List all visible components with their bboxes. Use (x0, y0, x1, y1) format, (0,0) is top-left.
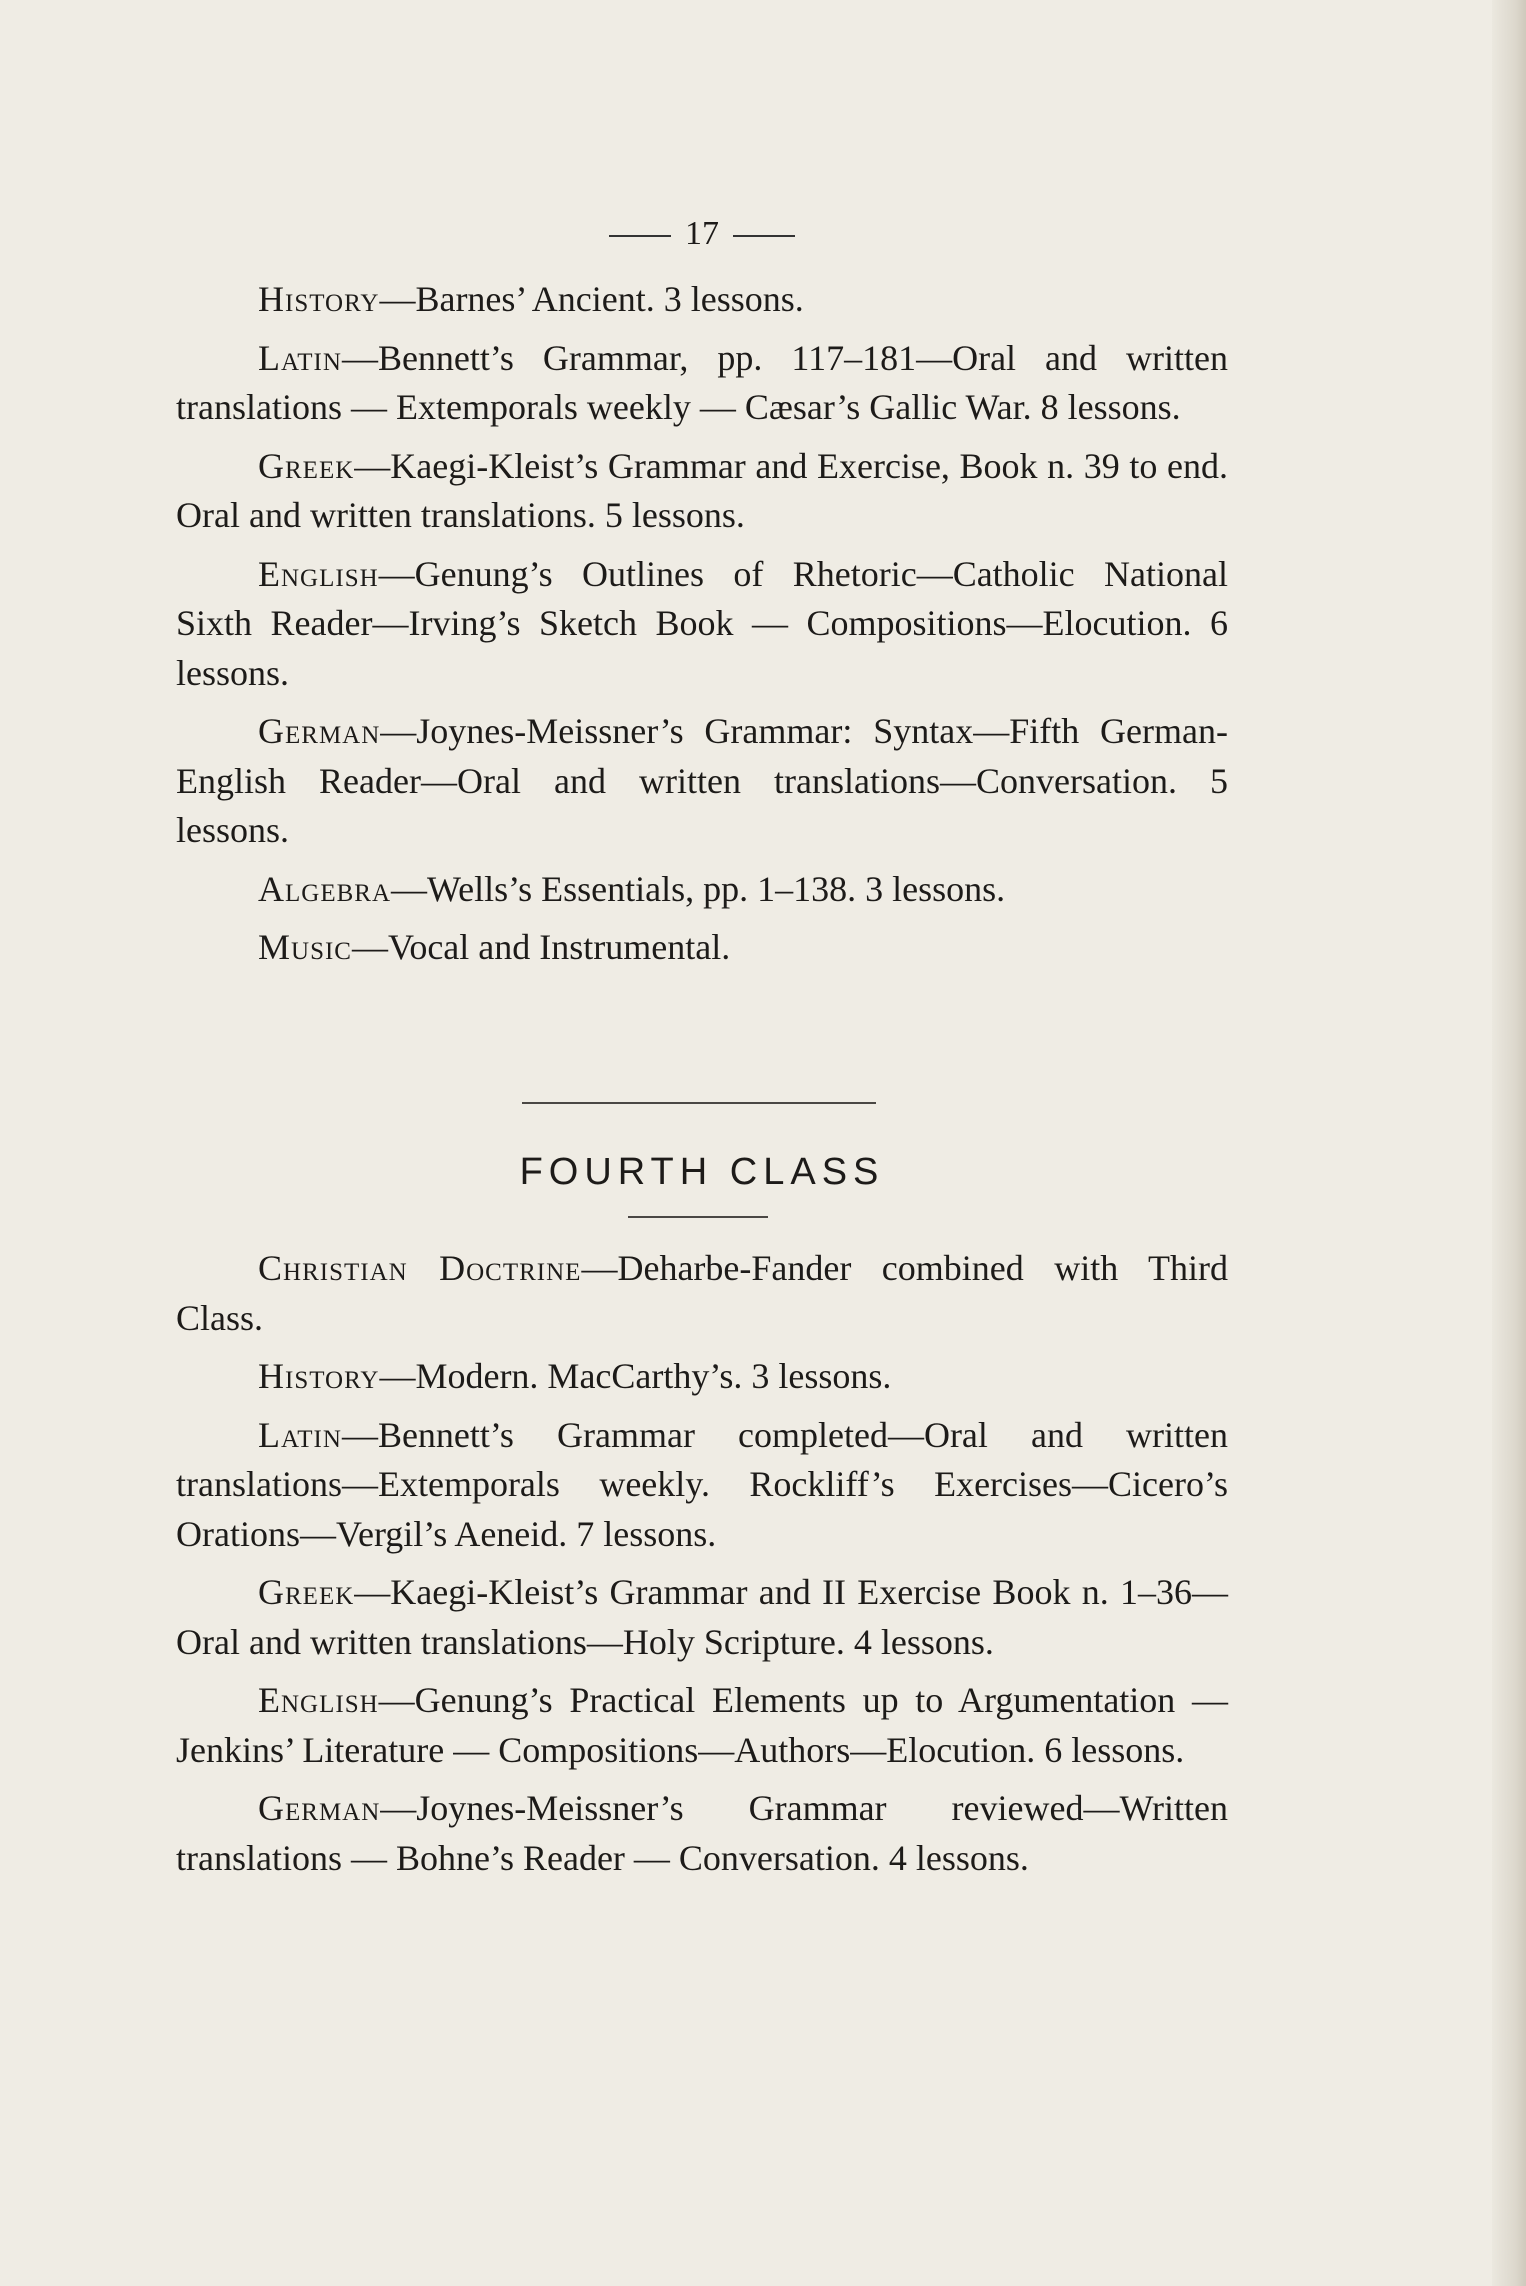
entry-heading: German (258, 711, 381, 751)
page-number-value: 17 (685, 215, 719, 252)
entry-heading: German (258, 1788, 381, 1828)
entry-heading: Music (258, 927, 352, 967)
entry-history (176, 1352, 1228, 1402)
entry-greek (176, 1568, 1228, 1667)
entry-history (176, 275, 1228, 325)
page-number-right-dash (733, 235, 795, 237)
upper-class-section (176, 275, 1228, 982)
entry-christian-doctrine (176, 1244, 1228, 1343)
entry-latin (176, 1411, 1228, 1560)
entry-text: —Joynes-Meissner’s Grammar reviewed—Written translations — Bohne’s Reader — Conversation. 4 lessons. (176, 1788, 1228, 1878)
entry-heading: History (258, 279, 380, 319)
entry-text: —Barnes’ Ancient. 3 lessons. (379, 279, 804, 319)
entry-german (176, 707, 1228, 856)
entry-heading: English (258, 553, 379, 594)
entry-latin (176, 334, 1228, 433)
entry-heading: Algebra (258, 868, 391, 909)
page-number (176, 214, 1228, 254)
page-edge-shadow (1492, 0, 1526, 2286)
entry-text: —Vocal and Instrumental. (351, 927, 731, 967)
entry-text: —Bennett’s Grammar completed—Oral and written translations—Extemporals weekly. Rockliff’s Exercises—Cicero’s Orations—Vergil’s Aeneid. 7 lessons. (176, 1414, 1228, 1554)
entry-heading: Greek (258, 445, 355, 486)
entry-text: —Wells’s Essentials, pp. 1–138. 3 lessons. (391, 868, 1006, 909)
section-divider (522, 1102, 876, 1104)
entry-text: —Bennett’s Grammar, pp. 117–181—Oral and written translations — Extemporals weekly — Cæsar’s Gallic War. 8 lessons. (176, 337, 1228, 427)
entry-heading: English (258, 1680, 379, 1720)
entry-text: —Joynes-Meissner’s Grammar: Syntax—Fifth German-English Reader—Oral and written translations—Conversation. 5 lessons. (176, 711, 1228, 850)
fourth-class-section (176, 1244, 1228, 1892)
entry-heading: Greek (258, 1572, 355, 1612)
entry-text: —Genung’s Outlines of Rhetoric—Catholic National Sixth Reader—Irving’s Sketch Book — Compositions—Elocution. 6 lessons. (176, 553, 1228, 693)
entry-algebra (176, 865, 1228, 915)
entry-german (176, 1784, 1228, 1883)
entry-text: —Modern. MacCarthy’s. 3 lessons. (379, 1356, 892, 1396)
entry-heading: Latin (258, 337, 342, 378)
page-number-left-dash (609, 235, 671, 237)
entry-text: —Kaegi-Kleist’s Grammar and Exercise, Book n. 39 to end. Oral and written translations. 5 lessons. (176, 445, 1228, 535)
entry-english (176, 550, 1228, 699)
entry-text: —Kaegi-Kleist’s Grammar and II Exercise Book n. 1–36—Oral and written translations—Holy Scripture. 4 lessons. (176, 1572, 1228, 1662)
entry-heading: Christian Doctrine (258, 1248, 582, 1288)
entry-greek (176, 442, 1228, 541)
entry-text: —Deharbe-Fander combined with Third Class. (176, 1248, 1229, 1338)
entry-english (176, 1676, 1228, 1775)
entry-heading: Latin (258, 1414, 342, 1455)
fourth-class-title: FOURTH CLASS (519, 1151, 885, 1193)
entry-music (176, 923, 1228, 973)
entry-text: —Genung’s Practical Elements up to Argumentation — Jenkins’ Literature — Compositions—Authors—Elocution. 6 lessons. (176, 1680, 1228, 1770)
title-underline (628, 1216, 768, 1218)
entry-heading: History (258, 1356, 380, 1396)
